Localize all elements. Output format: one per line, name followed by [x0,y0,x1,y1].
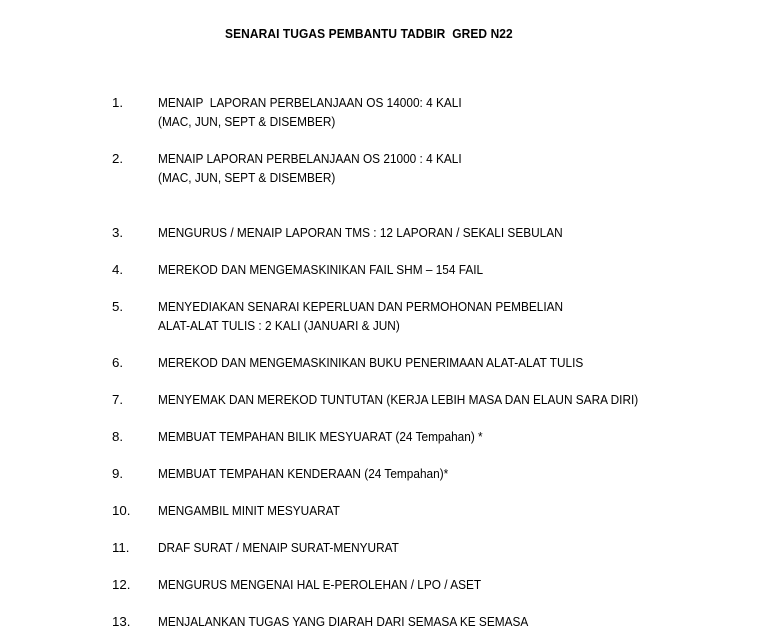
item-text-line: MENAIP LAPORAN PERBELANJAAN OS 21000 : 4 KALI [158,151,462,166]
item-text [158,427,758,446]
item-text-line: MENYEMAK DAN MEREKOD TUNTUTAN (KERJA LEBIH MASA DAN ELAUN SARA DIRI) [158,392,639,407]
item-number: 4. [112,262,124,277]
item-text-line: MENJALANKAN TUGAS YANG DIARAH DARI SEMASA KE SEMASA [158,614,529,629]
document-title: SENARAI TUGAS PEMBANTU TADBIR GRED N22 [225,26,513,41]
item-text-line: (MAC, JUN, SEPT & DISEMBER) [158,170,336,185]
item-text-line: MEMBUAT TEMPAHAN KENDERAAN (24 Tempahan)* [158,466,449,481]
item-text-line: MENYEDIAKAN SENARAI KEPERLUAN DAN PERMOHONAN PEMBELIAN [158,299,564,314]
item-text [158,149,758,187]
item-number: 11. [112,540,130,555]
item-text [158,223,758,242]
item-text [158,575,758,594]
item-text-line: MENGURUS / MENAIP LAPORAN TMS : 12 LAPORAN / SEKALI SEBULAN [158,225,563,240]
item-number: 3. [112,225,124,240]
item-text [158,93,758,131]
item-number: 8. [112,429,124,444]
item-text [158,612,758,631]
item-text [158,501,758,520]
item-text [158,353,758,372]
item-text-line: MENGURUS MENGENAI HAL E-PEROLEHAN / LPO / ASET [158,577,482,592]
item-text-line: MEREKOD DAN MENGEMASKINIKAN BUKU PENERIMAAN ALAT-ALAT TULIS [158,355,584,370]
item-number: 6. [112,355,124,370]
item-text [158,390,758,409]
item-text [158,538,758,557]
item-text-line: MENAIP LAPORAN PERBELANJAAN OS 14000: 4 KALI [158,95,462,110]
item-number: 7. [112,392,124,407]
item-text-line: ALAT-ALAT TULIS : 2 KALI (JANUARI & JUN) [158,318,400,333]
item-text-line: (MAC, JUN, SEPT & DISEMBER) [158,114,336,129]
item-text [158,260,758,279]
item-number: 1. [112,95,124,110]
item-text-line: DRAF SURAT / MENAIP SURAT-MENYURAT [158,540,399,555]
item-text-line: MENGAMBIL MINIT MESYUARAT [158,503,340,518]
item-text [158,464,758,483]
item-text-line: MEREKOD DAN MENGEMASKINIKAN FAIL SHM – 154 FAIL [158,262,484,277]
item-number: 13. [112,614,131,629]
item-number: 9. [112,466,124,481]
item-number: 5. [112,299,124,314]
item-number: 2. [112,151,124,166]
item-text-line: MEMBUAT TEMPAHAN BILIK MESYUARAT (24 Tempahan) * [158,429,483,444]
item-number: 12. [112,577,131,592]
item-text [158,297,758,335]
item-number: 10. [112,503,131,518]
